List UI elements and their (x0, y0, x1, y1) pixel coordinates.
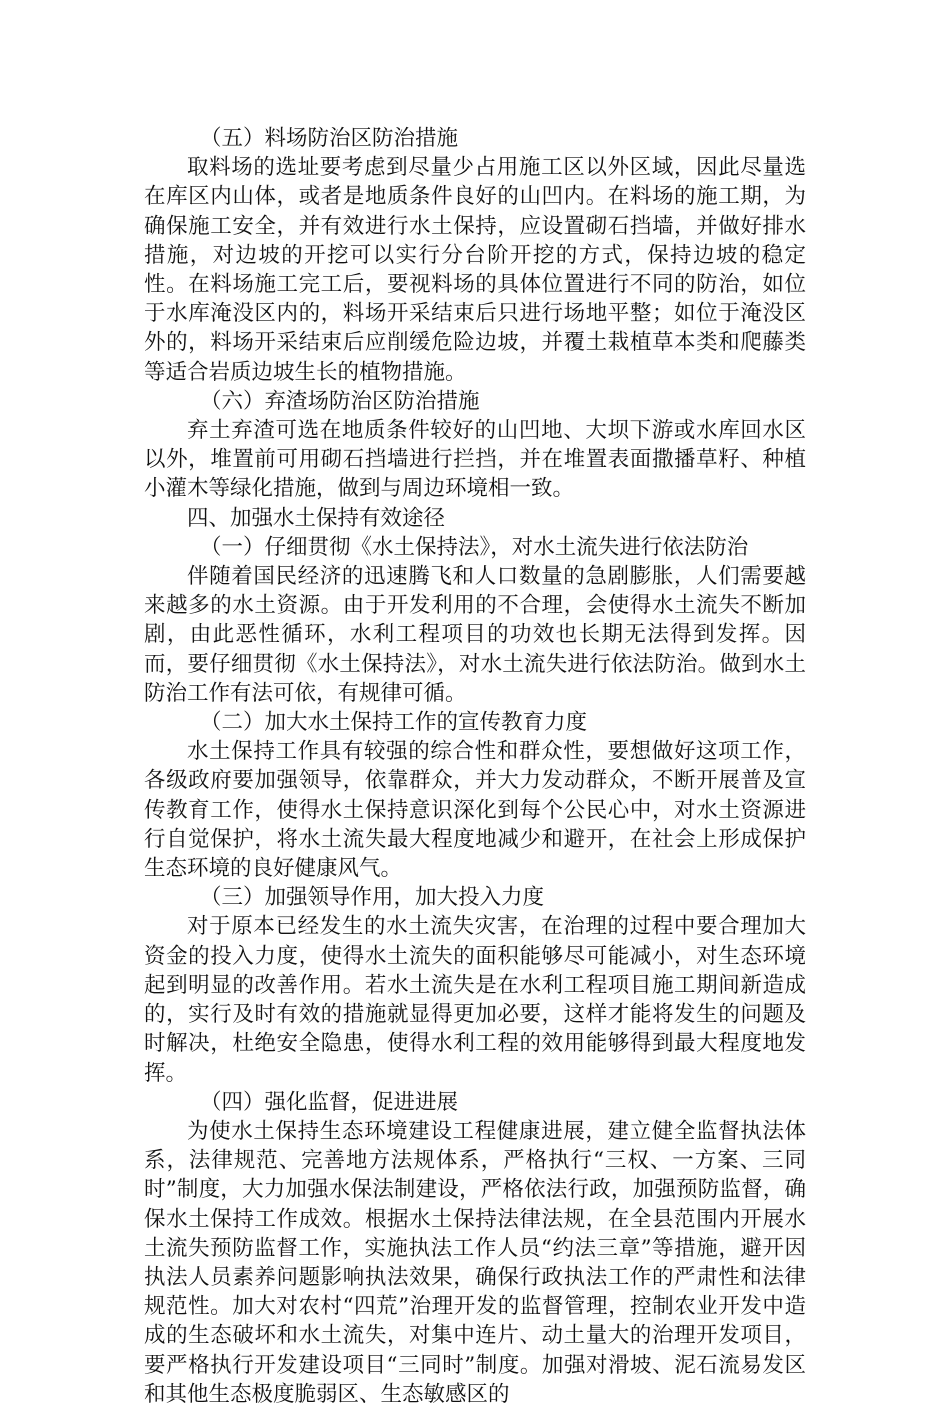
paragraph-spoil-yard: 弃土弃渣可选在地质条件较好的山凹地、大坝下游或水库回水区以外，堆置前可用砌石挡墙进行拦挡，并在堆置表面撒播草籽、种植小灌木等绿化措施，做到与周边环境相一致。 (144, 418, 806, 502)
section-heading-6: （六）弃渣场防治区防治措施 (200, 388, 480, 414)
section-heading-5: （五）料场防治区防治措施 (200, 126, 459, 151)
paragraph-investment: 对于原本已经发生的水土流失灾害，在治理的过程中要合理加大资金的投入力度，使得水土流失的面积能够尽可能减小，对生态环境起到明显的改善作用。若水土流失是在水利工程项目施工期间新造成的，实行及时有效的措施就显得更加必要，这样才能将发生的问题及时解决，杜绝安全隐患，使得水利工程的效用能够得到最大程度地发挥。 (144, 914, 806, 1086)
paragraph-material-yard: 取料场的选址要考虑到尽量少占用施工区以外区域，因此尽量选在库区内山体，或者是地质条件良好的山凹内。在料场的施工期，为确保施工安全，并有效进行水土保持，应设置砌石挡墙，并做好排水措施，对边坡的开挖可以实行分台阶开挖的方式，保持边坡的稳定性。在料场施工完工后，要视料场的具体位置进行不同的防治，如位于水库淹没区内的，料场开采结束后只进行场地平整；如位于淹没区外的，料场开采结束后应削缓危险边坡，并覆土栽植草本类和爬藤类等适合岩质边坡生长的植物措施。 (144, 155, 806, 385)
subsection-heading-1: （一）仔细贯彻《水土保持法》，对水土流失进行依法防治 (200, 534, 749, 560)
paragraph-publicity: 水土保持工作具有较强的综合性和群众性，要想做好这项工作，各级政府要加强领导，依靠群众，并大力发动群众，不断开展普及宣传教育工作，使得水土保持意识深化到每个公民心中，对水土资源进行自觉保护，将水土流失最大程度地减少和避开，在社会上形成保护生态环境的良好健康风气。 (144, 739, 806, 882)
subsection-heading-3: （三）加强领导作用，加大投入力度 (200, 885, 545, 911)
paragraph-law-enforcement: 伴随着国民经济的迅速腾飞和人口数量的急剧膨胀，人们需要越来越多的水土资源。由于开发利用的不合理，会使得水土流失不断加剧，由此恶性循环，水利工程项目的功效也长期无法得到发挥。因而，要仔细贯彻《水土保持法》，对水土流失进行依法防治。做到水土防治工作有法可依，有规律可循。 (144, 564, 806, 706)
paragraph-supervision: 为使水土保持生态环境建设工程健康进展，建立健全监督执法体系，法律规范、完善地方法规体系，严格执行“三权、一方案、三同时”制度，大力加强水保法制建设，严格依法行政，加强预防监督，确保水土保持工作成效。根据水土保持法律法规，在全县范围内开展水土流失预防监督工作，实施执法工作人员“约法三章”等措施，避开因执法人员素养问题影响执法效果，确保行政执法工作的严肃性和法律规范性。加大对农村“四荒”治理开发的监督管理，控制农业开发中造成的生态破坏和水土流失，对集中连片、动土量大的治理开发项目，要严格执行开发建设项目“三同时”制度。加强对滑坡、泥石流易发区和其他生态极度脆弱区、生态敏感区的 (144, 1118, 806, 1407)
document-page (144, 124, 806, 1409)
subsection-heading-4: （四）强化监督，促进进展 (200, 1089, 459, 1115)
subsection-heading-2: （二）加大水土保持工作的宣传教育力度 (200, 710, 588, 736)
chapter-heading-4: 四、加强水土保持有效途径 (187, 505, 446, 531)
